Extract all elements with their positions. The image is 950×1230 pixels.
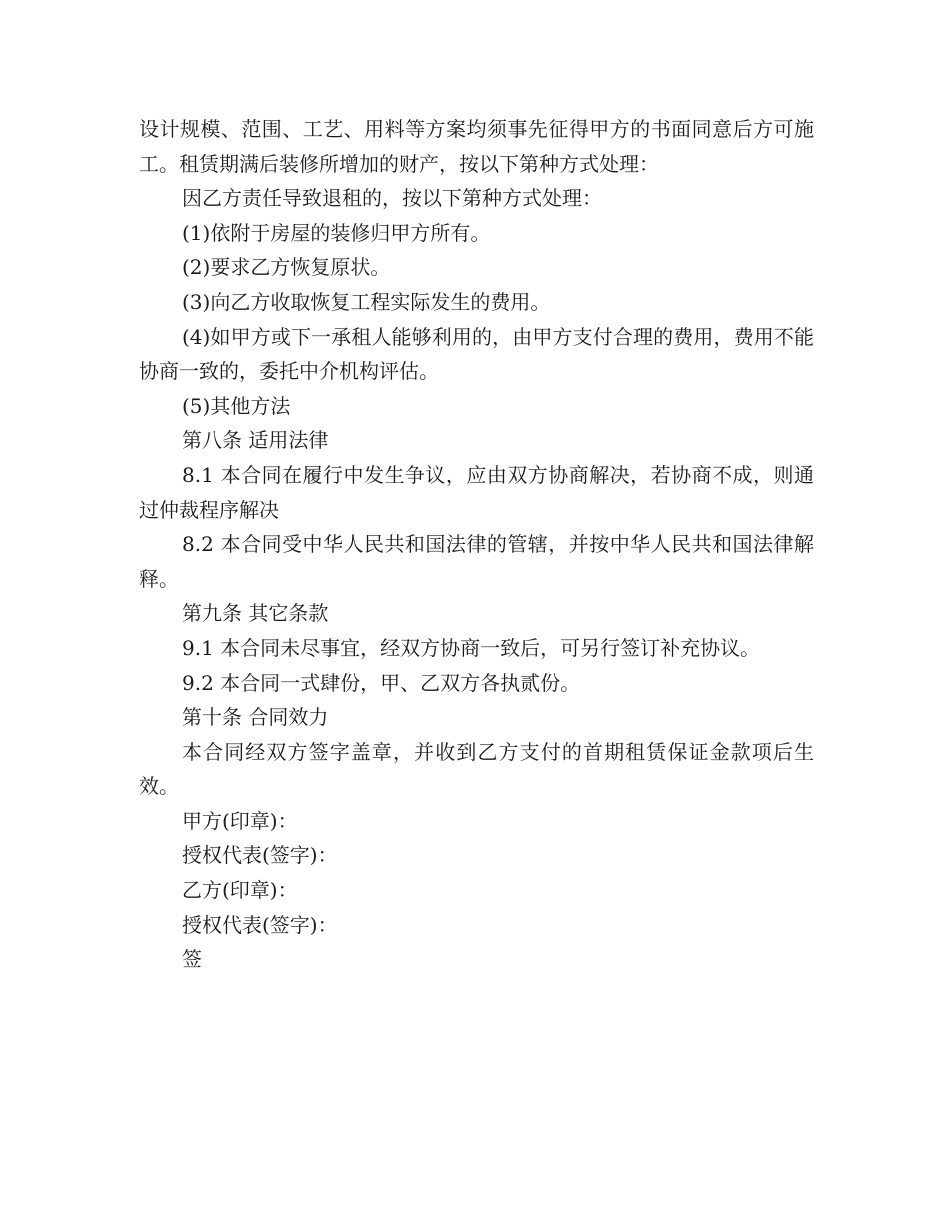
article-8-heading: 第八条 适用法律 <box>182 428 329 453</box>
clause-9-1: 9.1 本合同未尽事宜，经双方协商一致后，可另行签订补充协议。 <box>182 635 761 660</box>
party-a-seal-line: 甲方(印章)： <box>182 808 298 833</box>
clause-renovation-approval: 设计规模、范围、工艺、用料等方案均须事先征得甲方的书面同意后方可施工。租赁期满后装修所增加的财产，按以下第种方式处理： <box>139 117 814 176</box>
option-2: (2)要求乙方恢复原状。 <box>182 255 391 280</box>
document-body <box>139 112 814 977</box>
clause-9-2: 9.2 本合同一式肆份，甲、乙双方各执贰份。 <box>182 670 581 695</box>
clause-tenant-fault-handling: 因乙方责任导致退租的，按以下第种方式处理： <box>182 186 602 211</box>
party-b-signature-line: 授权代表(签字)： <box>182 912 338 937</box>
option-1: (1)依附于房屋的装修归甲方所有。 <box>182 220 491 245</box>
sign-fragment: 签 <box>182 947 202 972</box>
party-b-seal-line: 乙方(印章)： <box>182 878 298 903</box>
option-5: (5)其他方法 <box>182 393 291 418</box>
party-a-signature-line: 授权代表(签字)： <box>182 843 338 868</box>
article-9-heading: 第九条 其它条款 <box>182 601 329 626</box>
option-3: (3)向乙方收取恢复工程实际发生的费用。 <box>182 289 551 314</box>
clause-8-2: 8.2 本合同受中华人民共和国法律的管辖，并按中华人民共和国法律解释。 <box>139 532 814 591</box>
clause-8-1: 8.1 本合同在履行中发生争议，应由双方协商解决，若协商不成，则通过仲裁程序解决 <box>139 462 814 522</box>
clause-10-effectiveness: 本合同经双方签字盖章，并收到乙方支付的首期租赁保证金款项后生效。 <box>139 739 814 799</box>
option-4: (4)如甲方或下一承租人能够利用的，由甲方支付合理的费用，费用不能协商一致的，委托中介机构评估。 <box>139 324 814 384</box>
article-10-heading: 第十条 合同效力 <box>182 705 329 730</box>
